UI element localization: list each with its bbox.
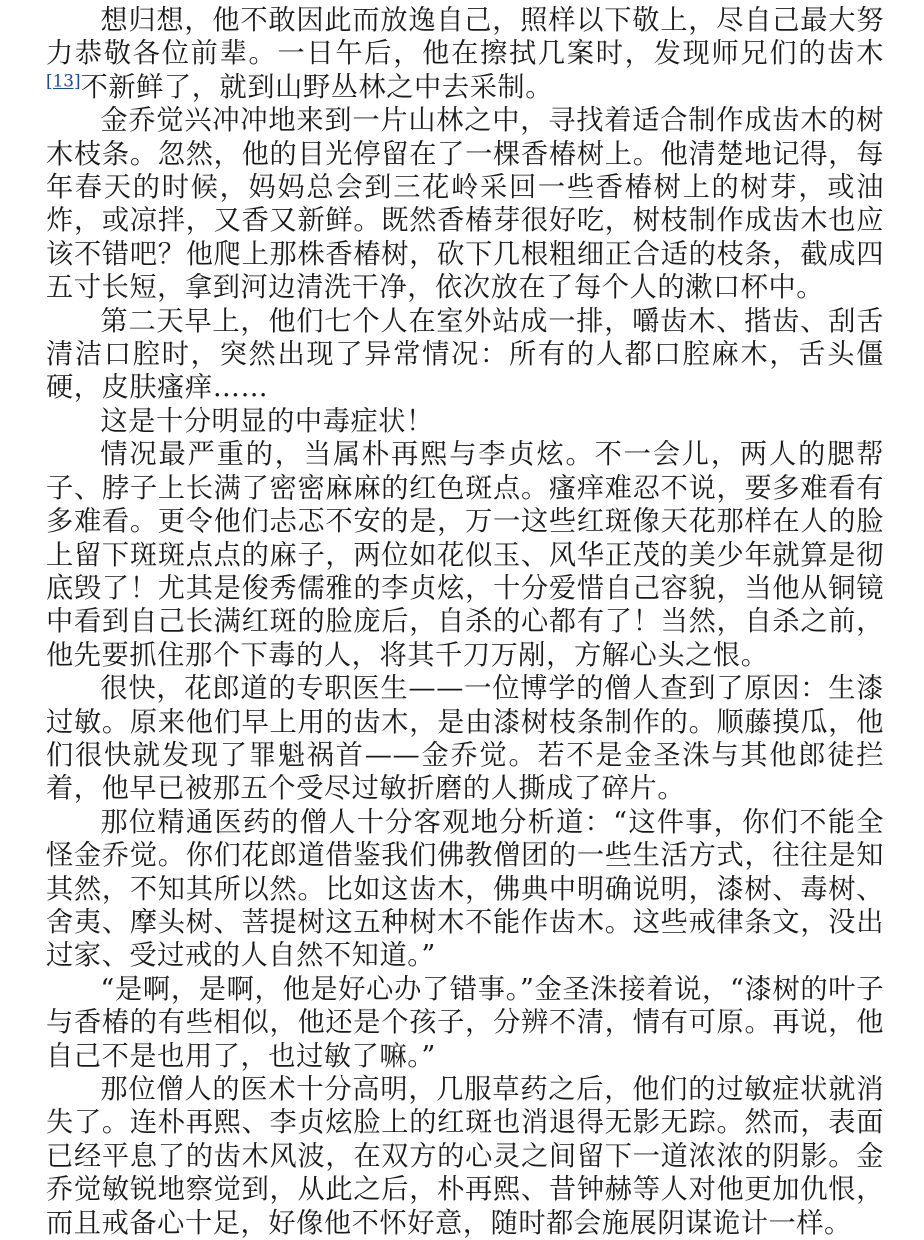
paragraph-8: “是啊，是啊，他是好心办了错事。”金圣洙接着说，“漆树的叶子与香椿的有些相似，他还是个孩子，分辨不清，情有可原。再说，他自己不是也用了，也过敏了嘛。” xyxy=(46,973,884,1072)
paragraph-1 xyxy=(46,4,884,104)
paragraph-2: 金乔觉兴冲冲地来到一片山林之中，寻找着适合制作成齿木的树木枝条。忽然，他的目光停留在了一棵香椿树上。他清楚地记得，每年春天的时候，妈妈总会到三花岭采回一些香椿树上的树芽，或油炸，或凉拌，又香又新鲜。既然香椿芽很好吃，树枝制作成齿木也应该不错吧？他爬上那株香椿树，砍下几根粗细正合适的枝条，截成四五寸长短，拿到河边清洗干净，依次放在了每个人的漱口杯中。 xyxy=(46,105,884,304)
footnote-link-13[interactable]: [13] xyxy=(46,70,81,91)
paragraph-text: 想归想，他不敢因此而放逸自己，照样以下敬上，尽自己最大努力恭敬各位前辈。一日午后，他在擦拭几案时，发现师兄们的齿木 xyxy=(46,5,884,70)
paragraph-3: 第二天早上，他们七个人在室外站成一排，嚼齿木、揩齿、刮舌清洁口腔时，突然出现了异常情况：所有的人都口腔麻木，舌头僵硬，皮肤瘙痒…… xyxy=(46,305,884,404)
paragraph-5: 情况最严重的，当属朴再熙与李贞炫。不一会儿，两人的腮帮子、脖子上长满了密密麻麻的红色斑点。瘙痒难忍不说，要多难看有多难看。更令他们忐忑不安的是，万一这些红斑像天花那样在人的脸上留下斑斑点点的麻子，两位如花似玉、风华正茂的美少年就算是彻底毁了！尤其是俊秀儒雅的李贞炫，十分爱惜自己容貌，当他从铜镜中看到自己长满红斑的脸庞后，自杀的心都有了！当然，自杀之前，他先要抓住那个下毒的人，将其千刀万剐，方解心头之恨。 xyxy=(46,439,884,671)
paragraph-9: 那位僧人的医术十分高明，几服草药之后，他们的过敏症状就消失了。连朴再熙、李贞炫脸上的红斑也消退得无影无踪。然而，表面已经平息了的齿木风波，在双方的心灵之间留下一道浓浓的阴影。金乔觉敏锐地察觉到，从此之后，朴再熙、昔钟赫等人对他更加仇恨，而且戒备心十足，好像他不怀好意，随时都会施展阴谋诡计一样。 xyxy=(46,1074,884,1239)
paragraph-text: 不新鲜了，就到山野丛林之中去采制。 xyxy=(80,71,553,103)
paragraph-7: 那位精通医药的僧人十分客观地分析道：“这件事，你们不能全怪金乔觉。你们花郎道借鉴我们佛教僧团的一些生活方式，往往是知其然，不知其所以然。比如这齿木，佛典中明确说明，漆树、毒树、舍夷、摩头树、菩提树这五种树木不能作齿木。这些戒律条文，没出过家、受过戒的人自然不知道。” xyxy=(46,806,884,972)
paragraph-4: 这是十分明显的中毒症状！ xyxy=(100,405,434,437)
paragraph-6: 很快，花郎道的专职医生——一位博学的僧人查到了原因：生漆过敏。原来他们早上用的齿木，是由漆树枝条制作的。顺藤摸瓜，他们很快就发现了罪魁祸首——金乔觉。若不是金圣洙与其他郎徒拦着，他早已被那五个受尽过敏折磨的人撕成了碎片。 xyxy=(46,673,884,805)
